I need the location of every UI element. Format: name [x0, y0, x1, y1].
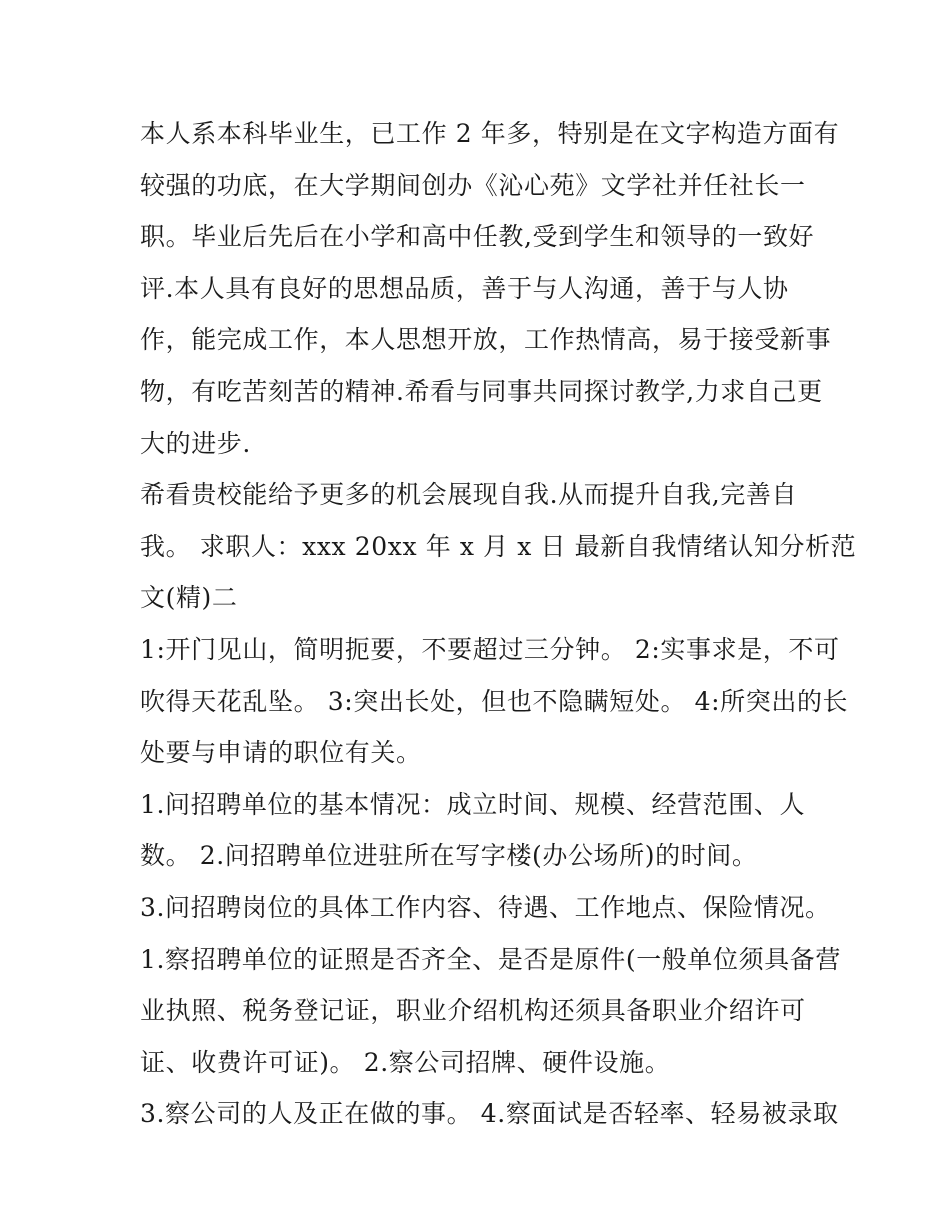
text-line: 本人系本科毕业生，已工作 2 年多，特别是在文字构造方面有: [140, 119, 840, 148]
text-line: 吹得天花乱坠。 3:突出长处，但也不隐瞒短处。 4:所突出的长: [140, 686, 849, 716]
text-line: 证、收费许可证)。 2.察公司招牌、硬件设施。: [140, 1047, 671, 1077]
text-line: 物，有吃苦刻苦的精神.希看与同事共同探讨教学,力求自己更: [140, 376, 823, 406]
text-line: 业执照、税务登记证，职业介绍机构还须具备职业介绍许可: [140, 996, 806, 1026]
text-line: 3.察公司的人及正在做的事。 4.察面试是否轻率、轻易被录取: [140, 1099, 839, 1129]
text-line: 职。毕业后先后在小学和高中任教,受到学生和领导的一致好: [140, 222, 815, 252]
text-line: 作，能完成工作，本人思想开放，工作热情高，易于接受新事: [140, 325, 832, 355]
text-line: 大的进步.: [140, 428, 251, 458]
text-line: 我。 求职人：xxx 20xx 年 x 月 x 日 最新自我情绪认知分析范: [140, 531, 857, 561]
text-line: 1:开门见山，简明扼要，不要超过三分钟。 2:实事求是，不可: [140, 634, 840, 664]
text-line: 3.问招聘岗位的具体工作内容、待遇、工作地点、保险情况。: [140, 892, 831, 922]
text-line: 希看贵校能给予更多的机会展现自我.从而提升自我,完善自: [140, 480, 798, 510]
text-line: 处要与申请的职位有关。: [140, 738, 422, 768]
text-line: 1.问招聘单位的基本情况：成立时间、规模、经营范围、人: [140, 789, 806, 819]
text-line: 1.察招聘单位的证照是否齐全、是否是原件(一般单位须具备营: [140, 944, 842, 974]
document-body: [140, 108, 857, 1140]
text-line: 评.本人具有良好的思想品质，善于与人沟通，善于与人协: [140, 273, 789, 303]
text-line: 文(精)二: [140, 583, 238, 613]
text-line: 数。 2.问招聘单位进驻所在写字楼(办公场所)的时间。: [140, 841, 758, 871]
text-line: 较强的功底，在大学期间创办《沁心苑》文学社并任社长一: [140, 170, 806, 200]
